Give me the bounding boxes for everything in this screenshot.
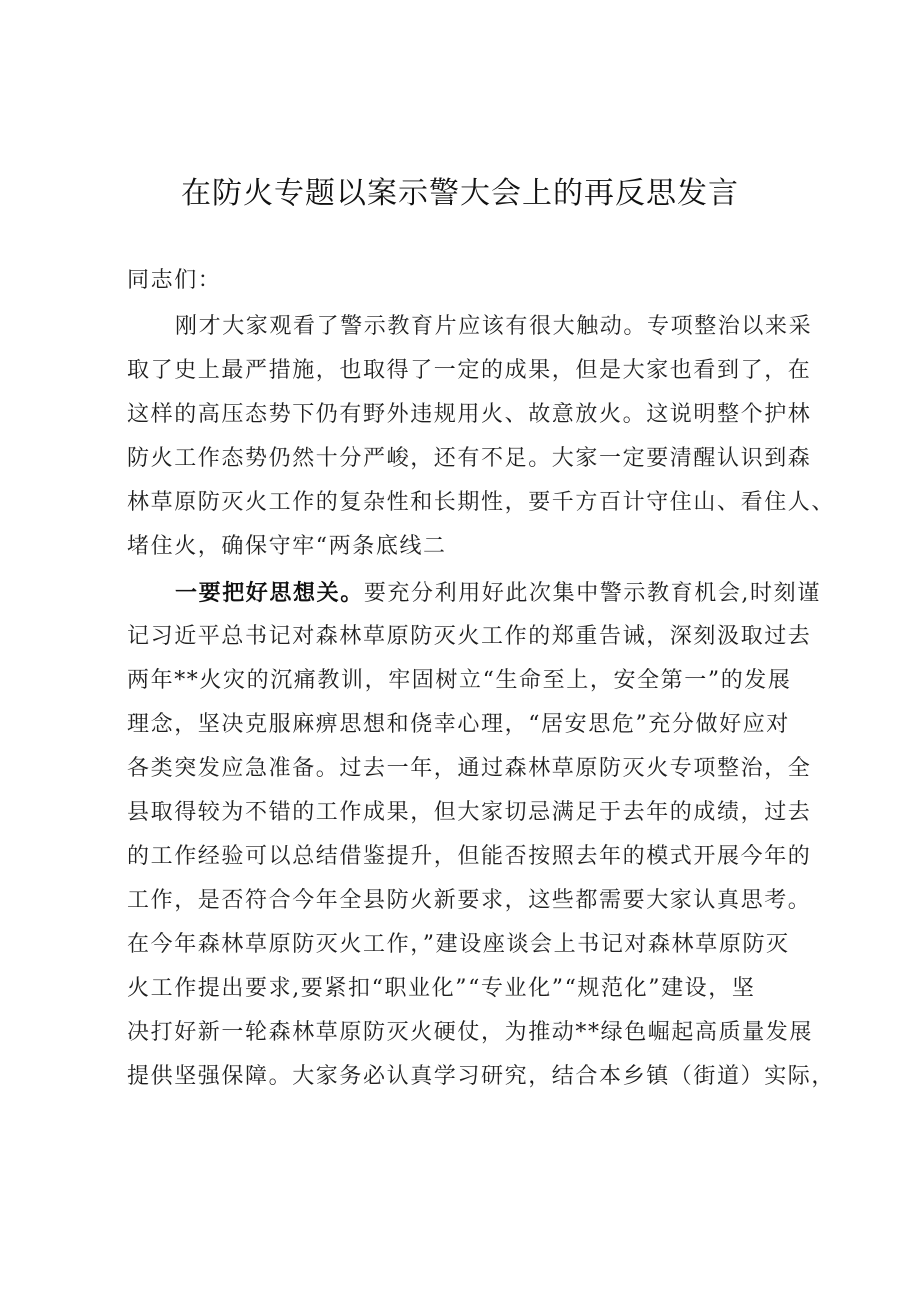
- paragraph2-first-line: [175, 578, 821, 609]
- salutation: 同志们：: [127, 268, 222, 293]
- paragraph2-line: 记习近平总书记对森林草原防灭火工作的郑重告诫，深刻汲取过去: [127, 624, 812, 649]
- paragraph2-line: 理念，坚决克服麻痹思想和侥幸心理，“居安思危”充分做好应对: [127, 712, 790, 737]
- document-title: 在防火专题以案示警大会上的再反思发言: [181, 176, 739, 211]
- paragraph2-first-rest: 要充分利用好此次集中警示教育机会,时刻谨: [363, 581, 821, 606]
- paragraph2-line: 的工作经验可以总结借鉴提升，但能否按照去年的模式开展今年的: [127, 844, 812, 869]
- paragraph2-line: 决打好新一轮森林草原防灭火硬仗，为推动**绿色崛起高质量发展: [127, 1020, 814, 1045]
- paragraph2-line: 两年**火灾的沉痛教训，牢固树立“生命至上，安全第一”的发展: [127, 668, 792, 693]
- paragraph1-line: 林草原防灭火工作的复杂性和长期性，要千方百计守住山、看住人、: [127, 490, 836, 515]
- paragraph2-line: 工作，是否符合今年全县防火新要求，这些都需要大家认真思考。: [127, 888, 812, 913]
- paragraph2-line: 县取得较为不错的工作成果，但大家切忌满足于去年的成绩，过去: [127, 800, 812, 825]
- paragraph2-heading: 一要把好思想关。: [175, 580, 364, 606]
- paragraph1-line: 刚才大家观看了警示教育片应该有很大触动。专项整治以来采: [175, 314, 813, 339]
- paragraph2-line: 在今年森林草原防灭火工作，”建设座谈会上书记对森林草原防灭: [127, 932, 790, 957]
- paragraph1-line: 这样的高压态势下仍有野外违规用火、故意放火。这说明整个护林: [127, 402, 812, 427]
- paragraph2-line: 火工作提出要求,要紧扣“职业化”“专业化”“规范化”建设，坚: [127, 976, 756, 1001]
- paragraph1-line: 堵住火，确保守牢“两条底线二: [127, 534, 447, 559]
- paragraph2-line: 提供坚强保障。大家务必认真学习研究，结合本乡镇（街道）实际，: [127, 1064, 836, 1089]
- paragraph1-line: 取了史上最严措施，也取得了一定的成果，但是大家也看到了，在: [127, 358, 812, 383]
- paragraph1-line: 防火工作态势仍然十分严峻，还有不足。大家一定要清醒认识到森: [127, 446, 812, 471]
- paragraph2-line: 各类突发应急准备。过去一年，通过森林草原防灭火专项整治，全: [127, 756, 812, 781]
